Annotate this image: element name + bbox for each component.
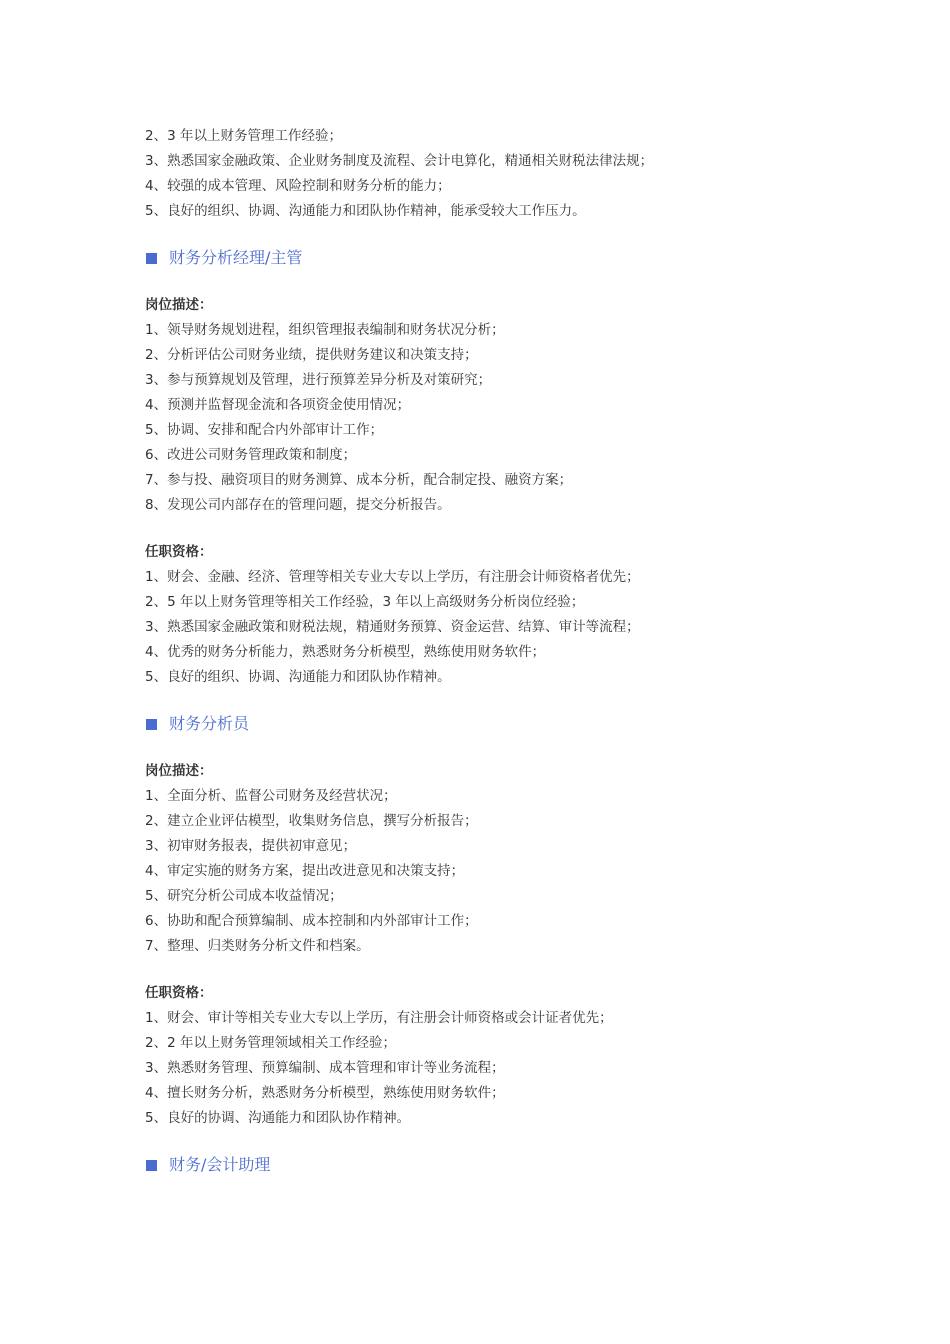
list-item: 7、参与投、融资项目的财务测算、成本分析，配合制定投、融资方案； [145, 472, 573, 488]
job-requirements [145, 981, 845, 1131]
section-title: 财务/会计助理 [169, 1155, 271, 1174]
list-item: 8、发现公司内部存在的管理问题，提交分析报告。 [145, 497, 451, 513]
list-item: 1、财会、审计等相关专业大专以上学历，有注册会计师资格或会计证者优先； [145, 1010, 613, 1026]
list-item: 3、熟悉财务管理、预算编制、成本管理和审计等业务流程； [145, 1060, 505, 1076]
list-item: 1、全面分析、监督公司财务及经营状况； [145, 788, 397, 804]
list-item: 2、建立企业评估模型，收集财务信息，撰写分析报告； [145, 813, 478, 829]
intro-list [145, 124, 845, 224]
square-bullet-icon [146, 719, 157, 730]
list-item: 4、较强的成本管理、风险控制和财务分析的能力； [145, 178, 451, 194]
section-heading [145, 1152, 845, 1178]
list-item: 4、预测并监督现金流和各项资金使用情况； [145, 397, 411, 413]
list-item: 5、协调、安排和配合内外部审计工作； [145, 422, 384, 438]
list-item: 6、协助和配合预算编制、成本控制和内外部审计工作； [145, 913, 478, 929]
section-financial-analysis-manager [145, 245, 845, 690]
list-item: 2、2 年以上财务管理领域相关工作经验； [145, 1035, 396, 1051]
list-item: 5、良好的组织、协调、沟通能力和团队协作精神，能承受较大工作压力。 [145, 203, 586, 219]
list-item: 1、领导财务规划进程，组织管理报表编制和财务状况分析； [145, 322, 505, 338]
req-label: 任职资格： [145, 544, 213, 560]
job-description [145, 293, 845, 518]
list-item: 2、5 年以上财务管理等相关工作经验，3 年以上高级财务分析岗位经验； [145, 594, 585, 610]
section-heading [145, 245, 845, 271]
list-item: 5、研究分析公司成本收益情况； [145, 888, 343, 904]
list-item: 3、熟悉国家金融政策和财税法规，精通财务预算、资金运营、结算、审计等流程； [145, 619, 640, 635]
section-title: 财务分析经理/主管 [169, 248, 303, 267]
section-heading [145, 711, 845, 737]
section-title: 财务分析员 [169, 714, 250, 733]
list-item: 3、参与预算规划及管理，进行预算差异分析及对策研究； [145, 372, 492, 388]
list-item: 5、良好的组织、协调、沟通能力和团队协作精神。 [145, 669, 451, 685]
list-item: 5、良好的协调、沟通能力和团队协作精神。 [145, 1110, 411, 1126]
job-description [145, 759, 845, 959]
list-item: 4、审定实施的财务方案，提出改进意见和决策支持； [145, 863, 465, 879]
list-item: 1、财会、金融、经济、管理等相关专业大专以上学历，有注册会计师资格者优先； [145, 569, 640, 585]
section-finance-accounting-assistant [145, 1152, 845, 1178]
req-label: 任职资格： [145, 985, 213, 1001]
square-bullet-icon [146, 1160, 157, 1171]
list-item: 6、改进公司财务管理政策和制度； [145, 447, 357, 463]
list-item: 7、整理、归类财务分析文件和档案。 [145, 938, 370, 954]
list-item: 4、擅长财务分析，熟悉财务分析模型，熟练使用财务软件； [145, 1085, 505, 1101]
list-item: 2、分析评估公司财务业绩，提供财务建议和决策支持； [145, 347, 478, 363]
list-item: 2、3 年以上财务管理工作经验； [145, 128, 342, 144]
desc-label: 岗位描述： [145, 763, 213, 779]
job-requirements [145, 540, 845, 690]
square-bullet-icon [146, 253, 157, 264]
list-item: 4、优秀的财务分析能力，熟悉财务分析模型，熟练使用财务软件； [145, 644, 546, 660]
section-financial-analyst [145, 711, 845, 1131]
document-page [145, 124, 845, 1178]
list-item: 3、初审财务报表，提供初审意见； [145, 838, 357, 854]
list-item: 3、熟悉国家金融政策、企业财务制度及流程、会计电算化，精通相关财税法律法规； [145, 153, 654, 169]
desc-label: 岗位描述： [145, 297, 213, 313]
